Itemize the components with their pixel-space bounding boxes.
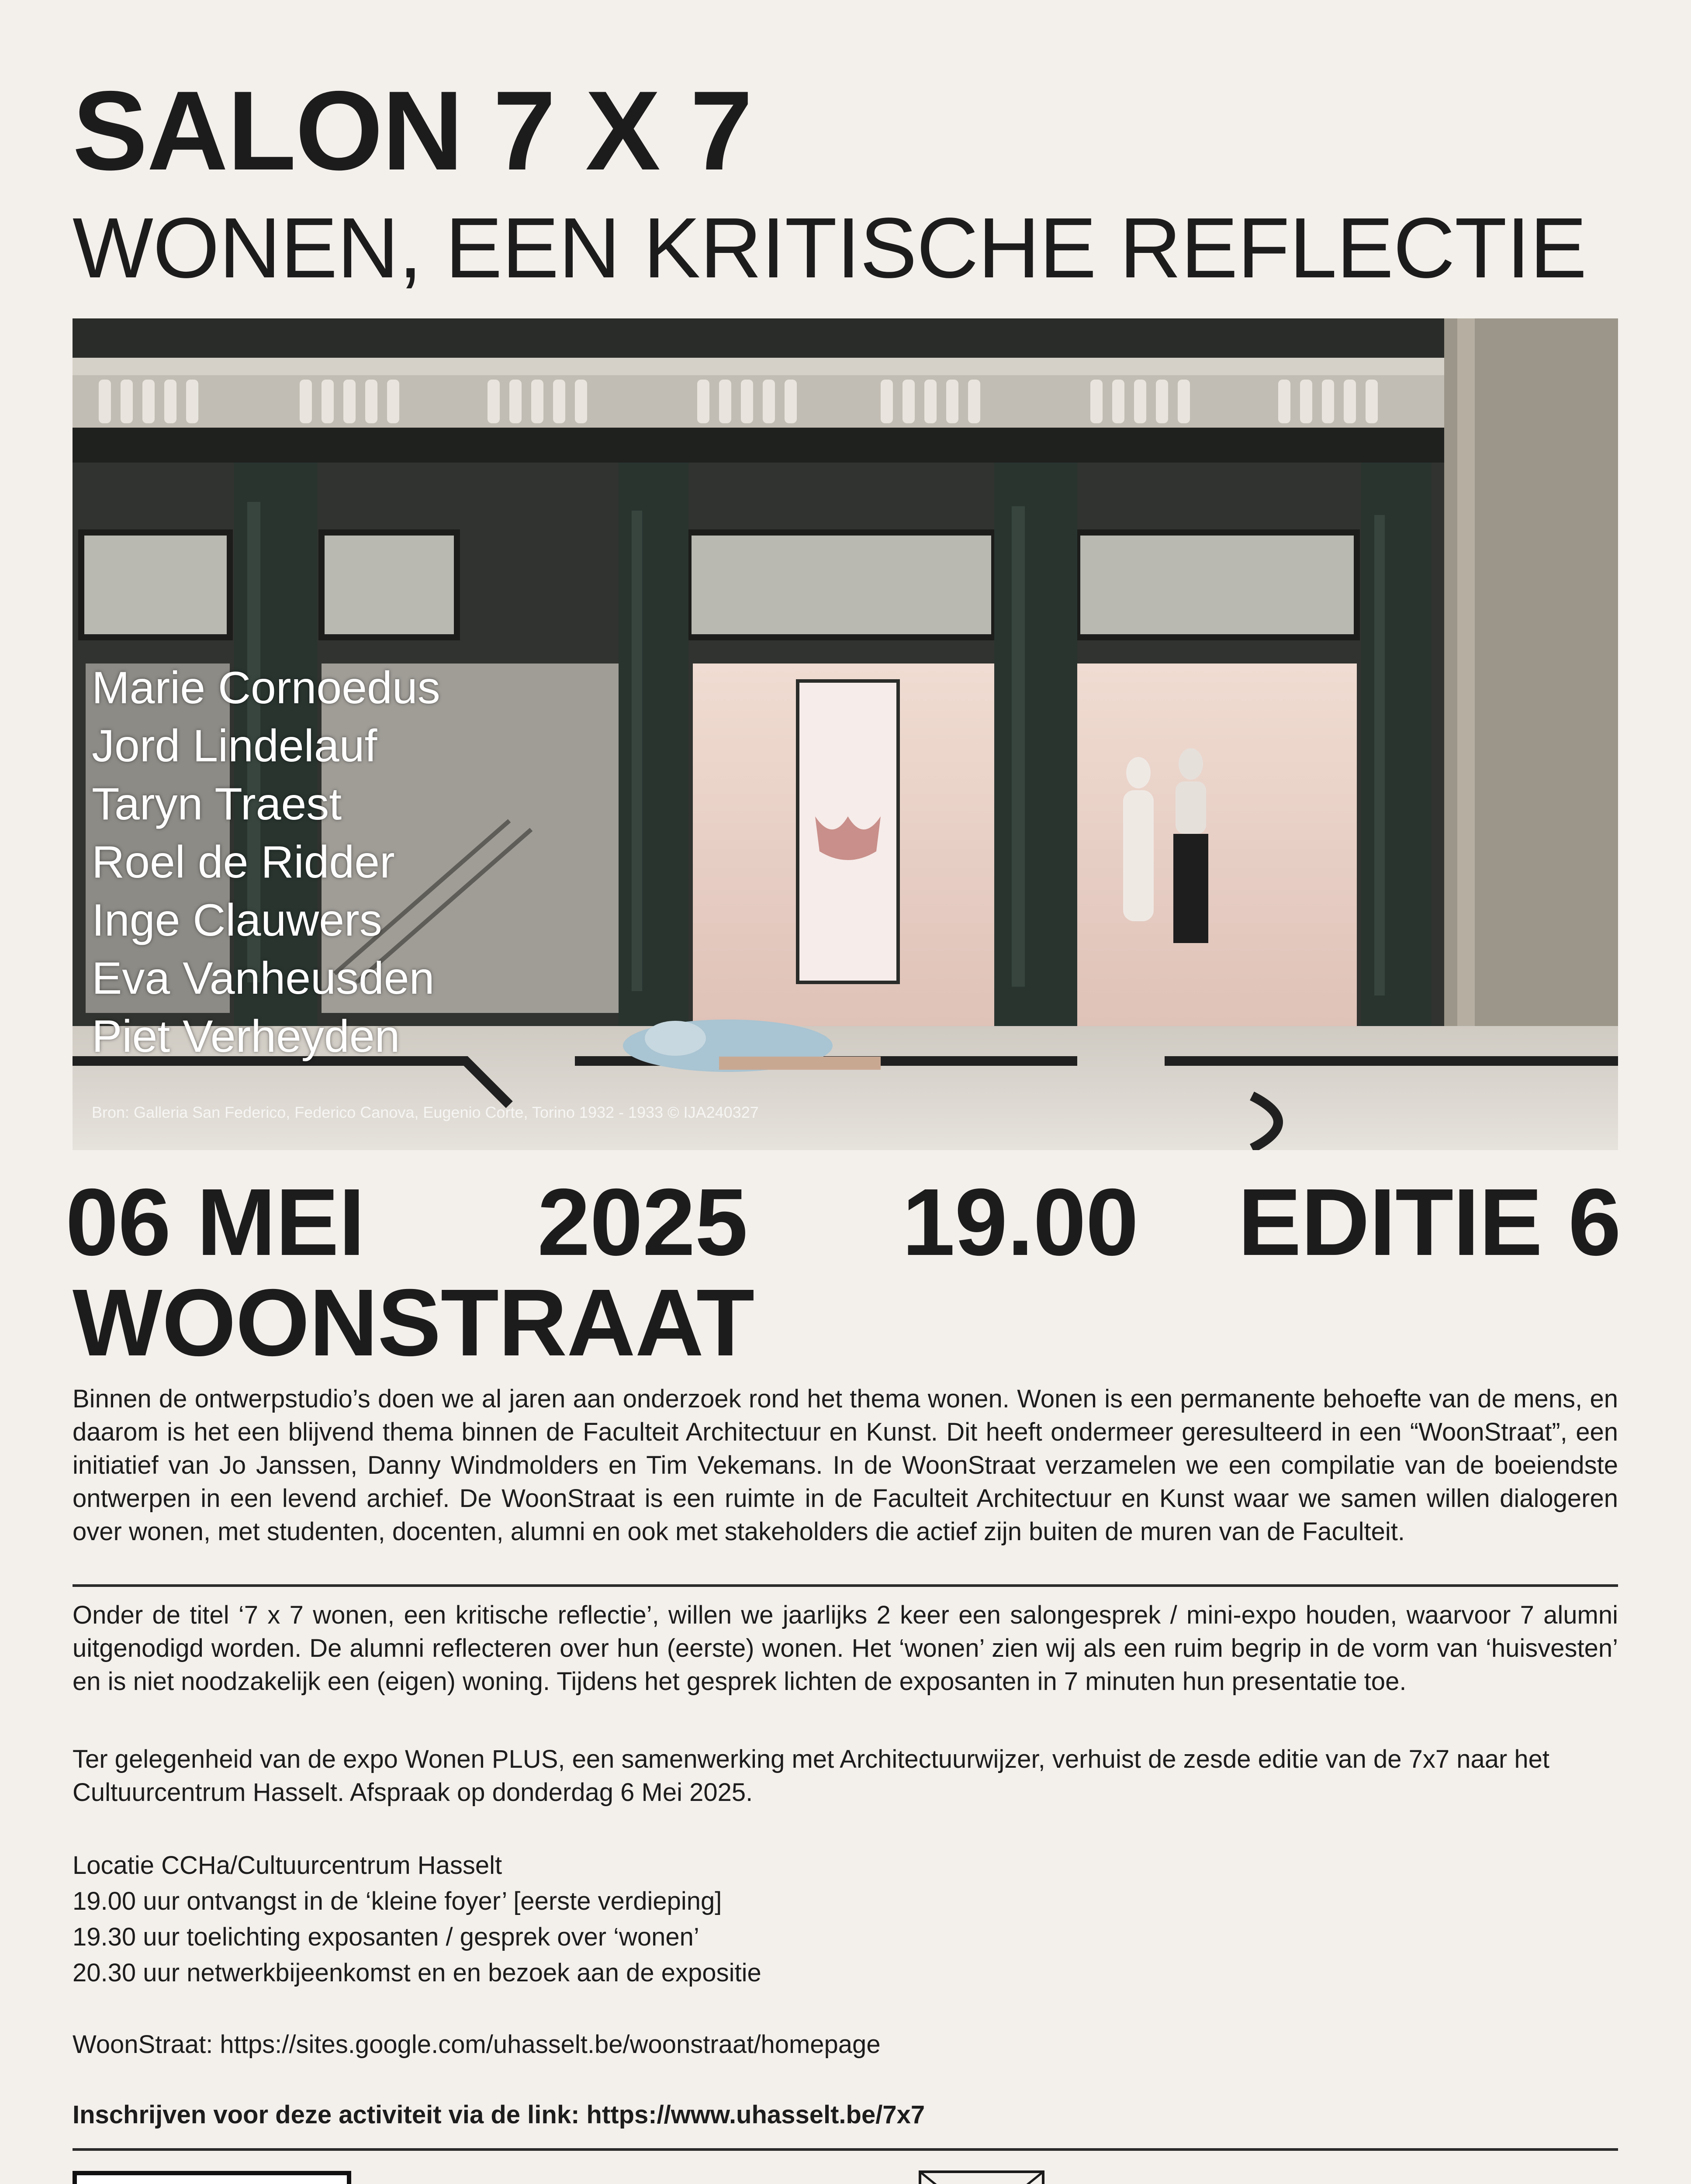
exhibitor-name: Taryn Traest	[92, 779, 342, 829]
divider	[73, 1584, 1618, 1587]
signup-link[interactable]: Inschrijven voor deze activiteit via de link: https://www.uhasselt.be/7x7	[73, 2101, 925, 2129]
hero-photo	[73, 318, 1618, 1150]
faculty-logo	[73, 2171, 351, 2184]
schedule	[73, 1853, 761, 1996]
event-edition: EDITIE 6	[1238, 1169, 1621, 1275]
photo-credit: Bron: Galleria San Federico, Federico Canova, Eugenio Corte, Torino 1932 - 1933 © IJA240327	[92, 1103, 759, 1121]
woonstraat-link[interactable]: WoonStraat: https://sites.google.com/uhasselt.be/woonstraat/homepage	[73, 2030, 881, 2059]
exhibitor-name: Inge Clauwers	[92, 895, 382, 946]
exhibitor-name: Roel de Ridder	[92, 837, 395, 888]
poster-title: SALON 7 X 7	[73, 67, 752, 194]
exhibitor-name: Marie Cornoedus	[92, 663, 440, 713]
event-venue: WOONSTRAAT	[73, 1270, 754, 1376]
schedule-location: Locatie CCHa/Cultuurcentrum Hasselt	[73, 1851, 502, 1880]
event-date-row	[66, 1169, 1621, 1275]
poster-subtitle: WONEN, EEN KRITISCHE REFLECTIE	[73, 200, 1587, 296]
schedule-item: 20.30 uur netwerkbijeenkomst en en bezoek aan de expositie	[73, 1959, 761, 1987]
exhibitor-name: Jord Lindelauf	[92, 721, 377, 771]
exhibitor-name: Piet Verheyden	[92, 1011, 400, 1062]
intro-paragraph: Binnen de ontwerpstudio’s doen we al jaren aan onderzoek rond het thema wonen. Wonen is een permanente behoefte van de mens, en daarom is het een blijvend thema binnen de Faculteit Architectuur en Kunst. Dit heeft ondermeer geresulteerd in een “WoonStraat”, een initiatief van Jo Janssen, Danny Windmolders en Tim Vekemans. In de WoonStraat verzamelen we een compilatie van de boeiendste ontwerpen in een levend archief. De WoonStraat is een ruimte in de Faculteit Architectuur en Kunst waar we samen willen dialogeren over wonen, met studenten, docenten, alumni en ook met stakeholders die actief zijn buiten de muren van de Faculteit.	[73, 1385, 1618, 1546]
exhibitor-name: Eva Vanheusden	[92, 953, 435, 1004]
ahk-logo	[918, 2170, 1045, 2184]
divider	[73, 2148, 1618, 2151]
exhibitor-list	[92, 659, 440, 1066]
schedule-item: 19.30 uur toelichting exposanten / gesprek over ‘wonen’	[73, 1923, 699, 1951]
event-year: 2025	[537, 1169, 747, 1275]
schedule-item: 19.00 uur ontvangst in de ‘kleine foyer’ [eerste verdieping]	[73, 1887, 722, 1915]
event-day: 06 MEI	[66, 1169, 365, 1275]
event-time: 19.00	[902, 1169, 1138, 1275]
location-paragraph: Ter gelegenheid van de expo Wonen PLUS, een samenwerking met Architectuurwijzer, verhuist de zesde editie van de 7x7 naar het Cultuurcentrum Hasselt. Afspraak op donderdag 6 Mei 2025.	[73, 1745, 1550, 1807]
concept-paragraph: Onder de titel ‘7 x 7 wonen, een kritische reflectie’, willen we jaarlijks 2 keer een salongesprek / mini-expo houden, waarvoor 7 alumni uitgenodigd worden. De alumni reflecteren over hun (eerste) wonen. Het ‘wonen’ zien wij als een ruim begrip in de vorm van ‘huisvesten’ en is niet noodzakelijk een (eigen) woning. Tijdens het gesprek lichten de exposanten in 7 minuten hun presentatie toe.	[73, 1601, 1618, 1696]
